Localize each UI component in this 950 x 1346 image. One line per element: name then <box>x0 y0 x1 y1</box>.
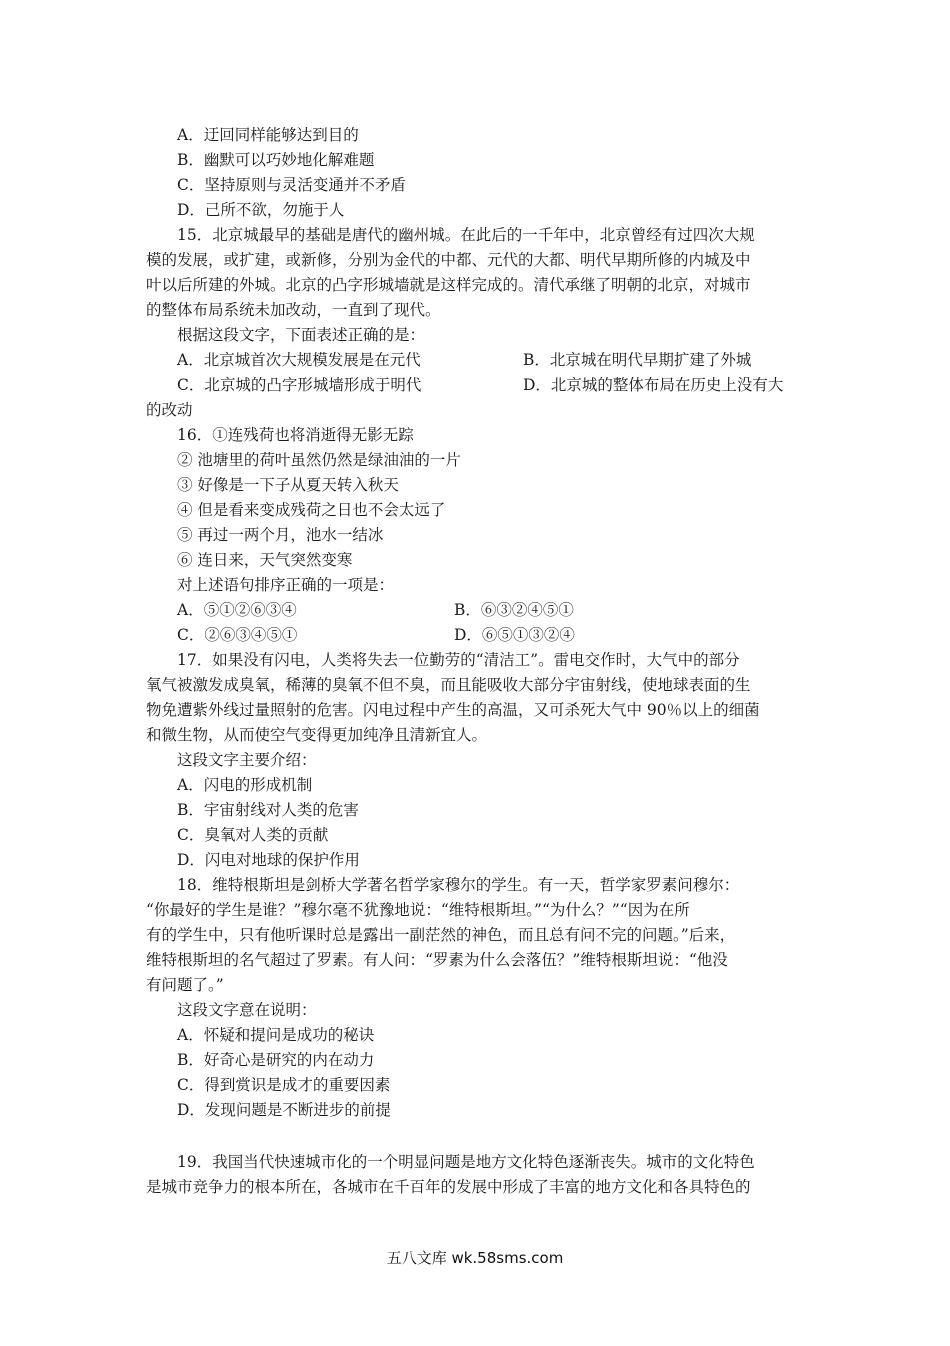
q17-question: 这段文字主要介绍： <box>177 751 317 769</box>
q15-option-b: B．北京城在明代早期扩建了外城 <box>523 351 752 369</box>
q17-option-b: B．宇宙射线对人类的危害 <box>177 801 359 819</box>
q18-option-a: A．怀疑和提问是成功的秘诀 <box>177 1026 375 1044</box>
q14-option-c: C．坚持原则与灵活变通并不矛盾 <box>177 176 406 194</box>
q18-text-line: 18．维特根斯坦是剑桥大学著名哲学家穆尔的学生。有一天，哲学家罗素问穆尔： <box>177 876 740 894</box>
q18-text-line: “你最好的学生是谁？”穆尔毫不犹豫地说：“维特根斯坦。”“为什么？”“因为在所 <box>146 901 690 919</box>
q18-text-line: 维特根斯坦的名气超过了罗素。有人问：“罗素为什么会落伍？”维特根斯坦说：“他没 <box>146 951 728 969</box>
q17-text-line: 氧气被激发成臭氧，稀薄的臭氧不但不臭，而且能吸收大部分宇宙射线，使地球表面的生 <box>146 676 751 694</box>
q15-option-c: C．北京城的凸字形城墙形成于明代 <box>177 376 422 394</box>
q18-text-line: 有的学生中，只有他听课时总是露出一副茫然的神色，而且总有问不完的问题。”后来， <box>146 926 736 944</box>
q15-text-line: 叶以后所建的外城。北京的凸字形城墙就是这样完成的。清代承继了明朝的北京，对城市 <box>146 276 751 294</box>
q18-option-d: D．发现问题是不断进步的前提 <box>177 1101 391 1119</box>
q18-question: 这段文字意在说明： <box>177 1001 317 1019</box>
q16-option-a: A．⑤①②⑥③④ <box>177 601 297 619</box>
q18-text-line: 有问题了。” <box>146 976 224 994</box>
q17-text-line: 和微生物，从而使空气变得更加纯净且清新宜人。 <box>146 726 488 744</box>
q16-sentence: ② 池塘里的荷叶虽然仍然是绿油油的一片 <box>177 451 461 469</box>
q15-text-line: 的整体布局系统未加改动，一直到了现代。 <box>146 301 441 319</box>
q16-option-b: B．⑥③②④⑤① <box>454 601 574 619</box>
q15-text-line: 15．北京城最早的基础是唐代的幽州城。在此后的一千年中，北京曾经有过四次大规 <box>177 226 755 244</box>
q16-question: 对上述语句排序正确的一项是： <box>177 576 395 594</box>
page-footer: 五八文库 wk.58sms.com <box>386 1249 564 1267</box>
q15-option-d-continued: 的改动 <box>146 401 193 419</box>
q16-sentence: ⑥ 连日来，天气突然变寒 <box>177 551 353 569</box>
q15-option-a: A．北京城首次大规模发展是在元代 <box>177 351 421 369</box>
q16-sentence: ④ 但是看来变成残荷之日也不会太远了 <box>177 501 446 519</box>
q15-question: 根据这段文字，下面表述正确的是： <box>177 326 426 344</box>
q17-text-line: 物免遭紫外线过量照射的危害。闪电过程中产生的高温，又可杀死大气中 90％以上的细菌 <box>146 701 760 719</box>
q17-option-d: D．闪电对地球的保护作用 <box>177 851 360 869</box>
q17-option-c: C．臭氧对人类的贡献 <box>177 826 329 844</box>
q17-text-line: 17．如果没有闪电，人类将失去一位勤劳的“清洁工”。雷电交作时，大气中的部分 <box>177 651 740 669</box>
q14-option-d: D．己所不欲，勿施于人 <box>177 201 345 219</box>
q14-option-a: A．迂回同样能够达到目的 <box>177 126 359 144</box>
q16-sentence: ⑤ 再过一两个月，池水一结冰 <box>177 526 384 544</box>
q19-text-line: 是城市竞争力的根本所在，各城市在千百年的发展中形成了丰富的地方文化和各具特色的 <box>146 1178 751 1196</box>
q16-option-c: C．②⑥③④⑤① <box>177 626 298 644</box>
q14-option-b: B．幽默可以巧妙地化解难题 <box>177 151 375 169</box>
q15-text-line: 模的发展，或扩建，或新修，分别为金代的中都、元代的大都、明代早期所修的内城及中 <box>146 251 751 269</box>
q17-option-a: A．闪电的形成机制 <box>177 776 313 794</box>
q16-option-d: D．⑥⑤①③②④ <box>454 626 575 644</box>
q19-text-line: 19．我国当代快速城市化的一个明显问题是地方文化特色逐渐丧失。城市的文化特色 <box>177 1153 755 1171</box>
q18-option-b: B．好奇心是研究的内在动力 <box>177 1051 375 1069</box>
q15-option-d: D．北京城的整体布局在历史上没有大 <box>523 376 784 394</box>
q16-sentence: ③ 好像是一下子从夏天转入秋天 <box>177 476 399 494</box>
q16-sentence: 16．①连残荷也将消逝得无影无踪 <box>177 426 414 444</box>
q18-option-c: C．得到赏识是成才的重要因素 <box>177 1076 391 1094</box>
